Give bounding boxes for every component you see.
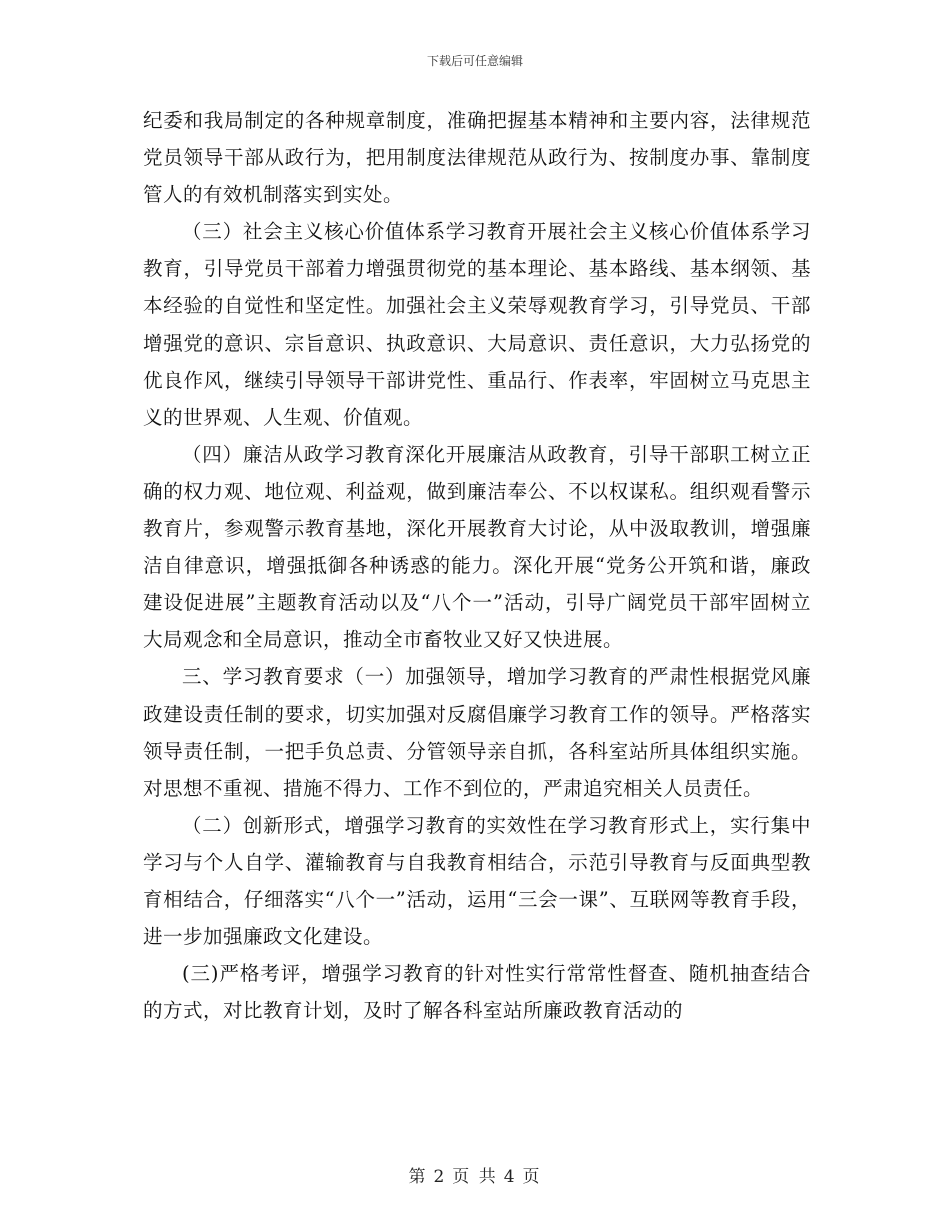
footer-page-number: 2 [433,1167,447,1187]
paragraph-5: （二）创新形式，增强学习教育的实效性在学习教育形式上，实行集中学习与个人自学、灌输教育与自我教育相结合，示范引导教育与反面典型教育相结合，仔细落实“八个一”活动，运用“三会一课”、互联网等教育手段，进一步加强廉政文化建设。 [143,813,811,949]
paragraph-1: 纪委和我局制定的各种规章制度，准确把握基本精神和主要内容，法律规范党员领导干部从政行为，把用制度法律规范从政行为、按制度办事、靠制度管人的有效机制落实到实处。 [143,109,811,207]
page-header: 下载后可任意编辑 [426,54,523,68]
footer-suffix: 页 [522,1167,542,1187]
paragraph-6: (三)严格考评，增强学习教育的针对性实行常常性督查、随机抽查结合的方式，对比教育计划，及时了解各科室站所廉政教育活动的 [143,962,811,1023]
document-body [143,102,811,1029]
paragraph-2: （三）社会主义核心价值体系学习教育开展社会主义核心价值体系学习教育，引导党员干部着力增强贯彻党的基本理论、基本路线、基本纲领、基本经验的自觉性和坚定性。加强社会主义荣辱观教育学习，引导党员、干部增强党的意识、宗旨意识、执政意识、大局意识、责任意识，大力弘扬党的优良作风，继续引导领导干部讲党性、重品行、作表率，牢固树立马克思主义的世界观、人生观、价值观。 [143,220,811,429]
footer-total-pages: 4 [503,1167,517,1187]
footer-prefix: 第 [408,1167,428,1187]
footer-middle: 页 共 [452,1167,498,1187]
page-footer [0,1162,950,1187]
paragraph-4: 三、学习教育要求（一）加强领导，增加学习教育的严肃性根据党风廉政建设责任制的要求，切实加强对反腐倡廉学习教育工作的领导。严格落实领导责任制，一把手负总责、分管领导亲自抓，各科室站所具体组织实施。对思想不重视、措施不得力、工作不到位的，严肃追究相关人员责任。 [143,665,811,800]
paragraph-3: （四）廉洁从政学习教育深化开展廉洁从政教育，引导干部职工树立正确的权力观、地位观、利益观，做到廉洁奉公、不以权谋私。组织观看警示教育片，参观警示教育基地，深化开展教育大讨论，从中汲取教训，增强廉洁自律意识，增强抵御各种诱惑的能力。深化开展“党务公开筑和谐，廉政建设促进展”主题教育活动以及“八个一”活动，引导广阔党员干部牢固树立大局观念和全局意识，推动全市畜牧业又好又快进展。 [143,442,811,652]
